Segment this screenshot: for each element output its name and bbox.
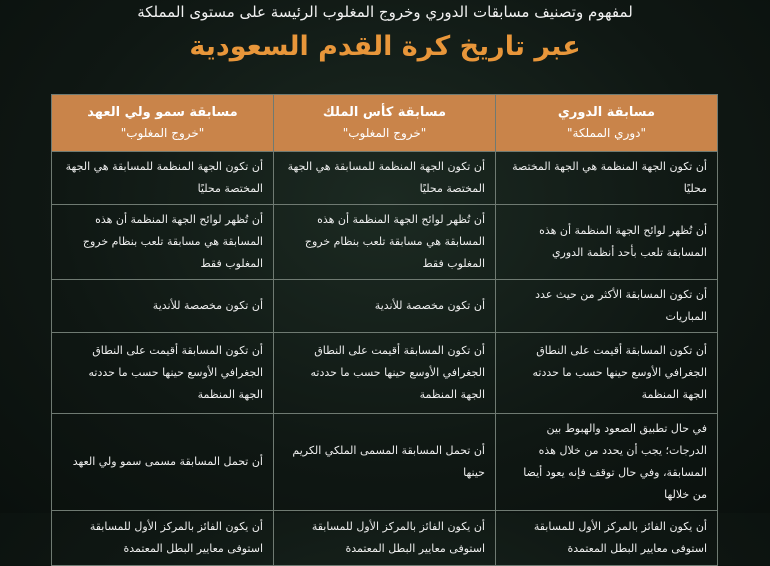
table-cell: أن يكون الفائز بالمركز الأول للمسابقة استوفى معايير البطل المعتمدة (274, 511, 496, 566)
column-subtitle: "خروج المغلوب" (120, 126, 205, 140)
table-header-row (52, 95, 718, 152)
table-cell: أن تكون الجهة المنظمة للمسابقة هي الجهة المختصة محليًا (52, 152, 274, 205)
table-cell: أن تكون الجهة المنظمة هي الجهة المختصة محليًا (496, 152, 718, 205)
table-cell: أن تُظهر لوائح الجهة المنظمة أن هذه المسابقة هي مسابقة تلعب بنظام خروج المغلوب فقط (52, 205, 274, 280)
table-cell: أن تحمل المسابقة المسمى الملكي الكريم حينها (274, 414, 496, 511)
table-cell: أن تكون الجهة المنظمة للمسابقة هي الجهة المختصة محليًا (274, 152, 496, 205)
page-header (0, 0, 770, 64)
page-subtitle: لمفهوم وتصنيف مسابقات الدوري وخروج المغلوب الرئيسة على مستوى المملكة (137, 3, 633, 21)
column-subtitle: "دوري المملكة" (566, 126, 647, 140)
table-cell: أن تكون المسابقة أقيمت على النطاق الجغرافي الأوسع حينها حسب ما حددته الجهة المنظمة (496, 333, 718, 414)
table-row (52, 511, 718, 566)
table-cell: أن يكون الفائز بالمركز الأول للمسابقة استوفى معايير البطل المعتمدة (496, 511, 718, 566)
column-title: مسابقة كأس الملك (322, 105, 447, 120)
column-header-crown-prince-cup (52, 95, 274, 152)
table-cell: أن تُظهر لوائح الجهة المنظمة أن هذه المسابقة هي مسابقة تلعب بنظام خروج المغلوب فقط (274, 205, 496, 280)
page-title: عبر تاريخ كرة القدم السعودية (189, 31, 581, 62)
table-cell: أن تكون المسابقة الأكثر من حيث عدد المباريات (496, 280, 718, 333)
table-row (52, 280, 718, 333)
table-cell: أن تُظهر لوائح الجهة المنظمة أن هذه المسابقة تلعب بأحد أنظمة الدوري (496, 205, 718, 280)
table-cell: أن تحمل المسابقة مسمى سمو ولي العهد (52, 414, 274, 511)
column-header-league (496, 95, 718, 152)
table-row (52, 414, 718, 511)
table-cell: في حال تطبيق الصعود والهبوط بين الدرجات؛ يجب أن يحدد من خلال هذه المسابقة، وفي حال توقف فإنه يعود أيضا من خلالها (496, 414, 718, 511)
column-title: مسابقة الدوري (557, 105, 656, 120)
table-row (52, 333, 718, 414)
table-cell: أن تكون مخصصة للأندية (274, 280, 496, 333)
table-cell: أن تكون مخصصة للأندية (52, 280, 274, 333)
column-header-kings-cup (274, 95, 496, 152)
table-row (52, 152, 718, 205)
table-cell: أن تكون المسابقة أقيمت على النطاق الجغرافي الأوسع حينها حسب ما حددته الجهة المنظمة (52, 333, 274, 414)
column-subtitle: "خروج المغلوب" (342, 126, 427, 140)
column-title: مسابقة سمو ولي العهد (87, 105, 238, 120)
table-row (52, 205, 718, 280)
table-cell: أن تكون المسابقة أقيمت على النطاق الجغرافي الأوسع حينها حسب ما حددته الجهة المنظمة (274, 333, 496, 414)
table-cell: أن يكون الفائز بالمركز الأول للمسابقة استوفى معايير البطل المعتمدة (52, 511, 274, 566)
criteria-table (51, 94, 718, 566)
